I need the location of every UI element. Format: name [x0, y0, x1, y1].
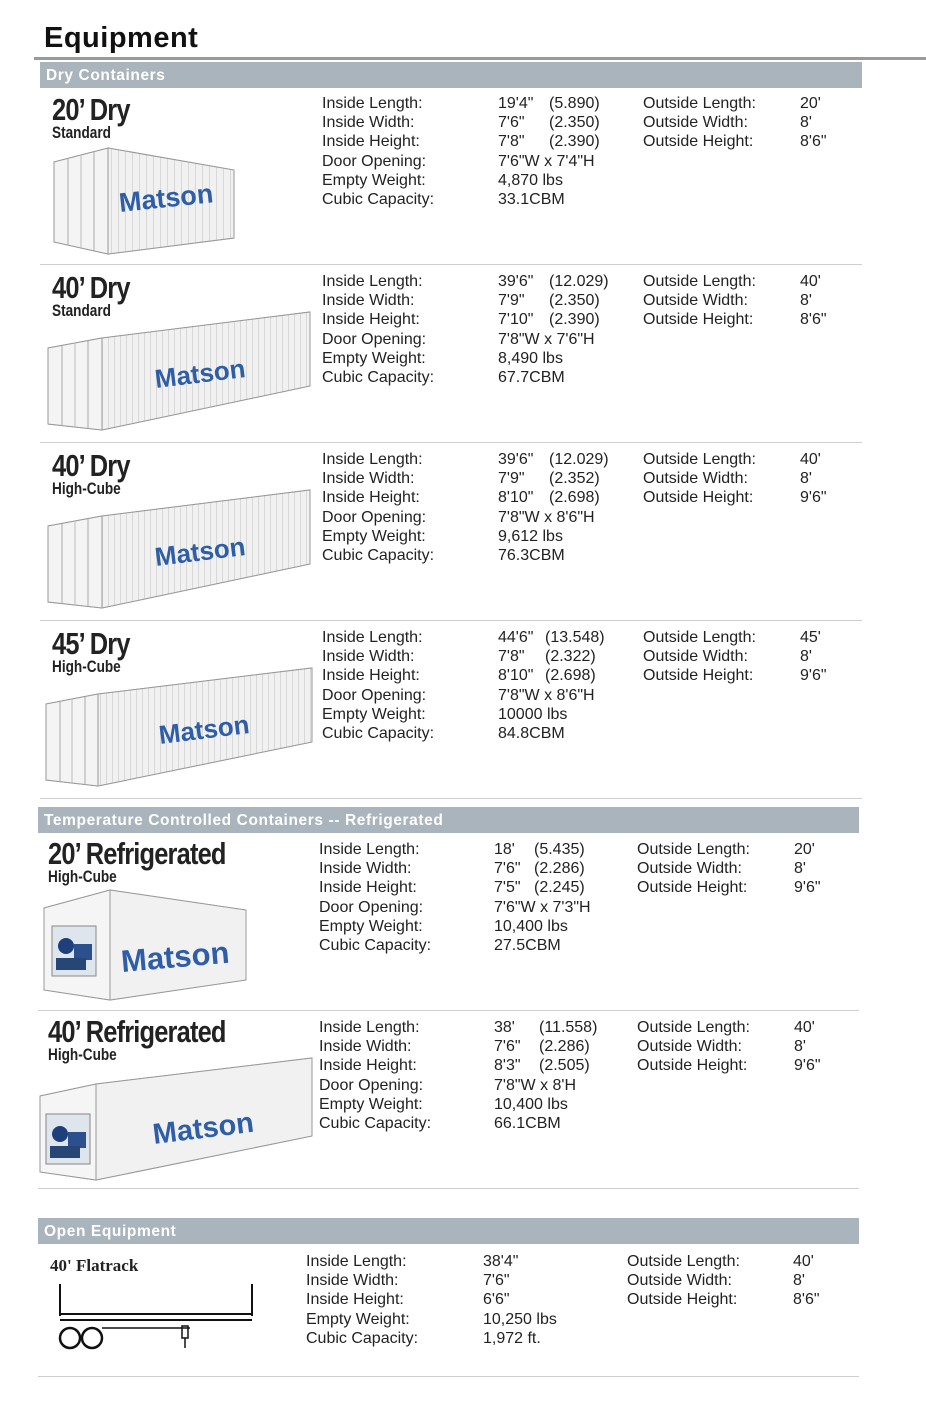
divider	[40, 442, 862, 443]
svg-text:Matson: Matson	[119, 934, 231, 979]
container-name: 40’ Refrigerated	[48, 1014, 226, 1049]
container-name: 40' Flatrack	[50, 1256, 139, 1275]
outside-values: 20' 8' 9'6"	[794, 841, 821, 897]
divider	[40, 620, 862, 621]
container-name: 20’ Refrigerated	[48, 836, 226, 871]
outside-labels: Outside Length: Outside Width: Outside Height:	[643, 451, 756, 507]
container-subtitle: High-Cube	[48, 1045, 117, 1064]
container-name: 40’ Dry	[52, 270, 130, 305]
spec-values: 18' 7'6" 7'5" 7'6"W x 7'3"H 10,400 lbs 27.5CBM	[494, 841, 591, 954]
outside-values: 20' 8' 8'6"	[800, 95, 827, 151]
container-subtitle: Standard	[52, 301, 111, 320]
spec-values: 44'6" 7'8" 8'10" 7'8"W x 8'6"H 10000 lbs 84.8CBM	[498, 629, 595, 742]
section-bar-open: Open Equipment	[38, 1218, 859, 1244]
divider	[38, 1010, 859, 1011]
outside-values: 40' 8' 9'6"	[794, 1019, 821, 1075]
section-bar-dry: Dry Containers	[40, 62, 862, 88]
page-title: Equipment	[44, 22, 199, 54]
container-40-dry-icon	[42, 306, 314, 436]
spec-values: 38' 7'6" 8'3" 7'8"W x 8'H 10,400 lbs 66.1CBM	[494, 1019, 577, 1132]
container-20-dry-icon	[48, 142, 238, 262]
divider	[38, 1188, 859, 1189]
spec-metric-values: (11.558) (2.286) (2.505)	[539, 1019, 598, 1075]
outside-labels: Outside Length: Outside Width: Outside Height:	[643, 273, 756, 329]
outside-labels: Outside Length: Outside Width: Outside Height:	[643, 629, 756, 685]
svg-text:Matson: Matson	[117, 178, 215, 218]
container-name: 20’ Dry	[52, 92, 130, 127]
outside-values: 45' 8' 9'6"	[800, 629, 827, 685]
spec-labels: Inside Length: Inside Width: Inside Height: Empty Weight: Cubic Capacity:	[306, 1253, 419, 1347]
spec-values: 39'6" 7'9" 8'10" 7'8"W x 8'6"H 9,612 lbs 76.3CBM	[498, 451, 595, 564]
outside-values: 40' 8' 8'6"	[800, 273, 827, 329]
spec-labels: Inside Length: Inside Width: Inside Height: Door Opening: Empty Weight: Cubic Capacity:	[322, 629, 435, 742]
spec-values: 39'6" 7'9" 7'10" 7'8"W x 7'6"H 8,490 lbs 67.7CBM	[498, 273, 595, 386]
spec-labels: Inside Length: Inside Width: Inside Height: Door Opening: Empty Weight: Cubic Capacity:	[322, 451, 435, 564]
spec-metric-values: (5.435) (2.286) (2.245)	[534, 841, 585, 897]
divider	[40, 264, 862, 265]
container-40-hc-icon	[42, 484, 314, 614]
container-name: 40’ Dry	[52, 448, 130, 483]
spec-values: 19'4" 7'6" 7'8" 7'6"W x 7'4"H 4,870 lbs 33.1CBM	[498, 95, 595, 208]
container-subtitle: High-Cube	[52, 657, 121, 676]
svg-text:Matson: Matson	[150, 1106, 256, 1151]
reefer-40-icon	[36, 1052, 316, 1186]
svg-text:Matson: Matson	[153, 531, 248, 572]
svg-text:Matson: Matson	[153, 353, 248, 394]
outside-labels: Outside Length: Outside Width: Outside Height:	[643, 95, 756, 151]
section-bar-reefer: Temperature Controlled Containers -- Refrigerated	[38, 807, 859, 833]
outside-values: 40' 8' 8'6"	[793, 1253, 820, 1309]
spec-metric-values: (5.890) (2.350) (2.390)	[549, 95, 600, 151]
spec-metric-values: (12.029) (2.352) (2.698)	[549, 451, 609, 507]
spec-labels: Inside Length: Inside Width: Inside Height: Door Opening: Empty Weight: Cubic Capacity:	[322, 95, 435, 208]
divider	[40, 798, 862, 799]
container-subtitle: High-Cube	[48, 867, 117, 886]
spec-metric-values: (13.548) (2.322) (2.698)	[545, 629, 605, 685]
spec-labels: Inside Length: Inside Width: Inside Height: Door Opening: Empty Weight: Cubic Capacity:	[322, 273, 435, 386]
divider	[38, 1376, 859, 1377]
outside-labels: Outside Length: Outside Width: Outside Height:	[627, 1253, 740, 1309]
container-name: 45’ Dry	[52, 626, 130, 661]
spec-labels: Inside Length: Inside Width: Inside Height: Door Opening: Empty Weight: Cubic Capacity:	[319, 841, 432, 954]
spec-values: 38'4" 7'6" 6'6" 10,250 lbs 1,972 ft.	[483, 1253, 557, 1347]
spec-metric-values: (12.029) (2.350) (2.390)	[549, 273, 609, 329]
container-subtitle: High-Cube	[52, 479, 121, 498]
container-45-hc-icon	[40, 662, 316, 792]
container-subtitle: Standard	[52, 123, 111, 142]
svg-text:Matson: Matson	[157, 709, 252, 750]
reefer-20-icon	[40, 884, 250, 1004]
spec-labels: Inside Length: Inside Width: Inside Height: Door Opening: Empty Weight: Cubic Capacity:	[319, 1019, 432, 1132]
outside-labels: Outside Length: Outside Width: Outside Height:	[637, 1019, 750, 1075]
title-divider	[34, 57, 926, 60]
outside-labels: Outside Length: Outside Width: Outside Height:	[637, 841, 750, 897]
outside-values: 40' 8' 9'6"	[800, 451, 827, 507]
flatrack-icon	[54, 1278, 260, 1356]
